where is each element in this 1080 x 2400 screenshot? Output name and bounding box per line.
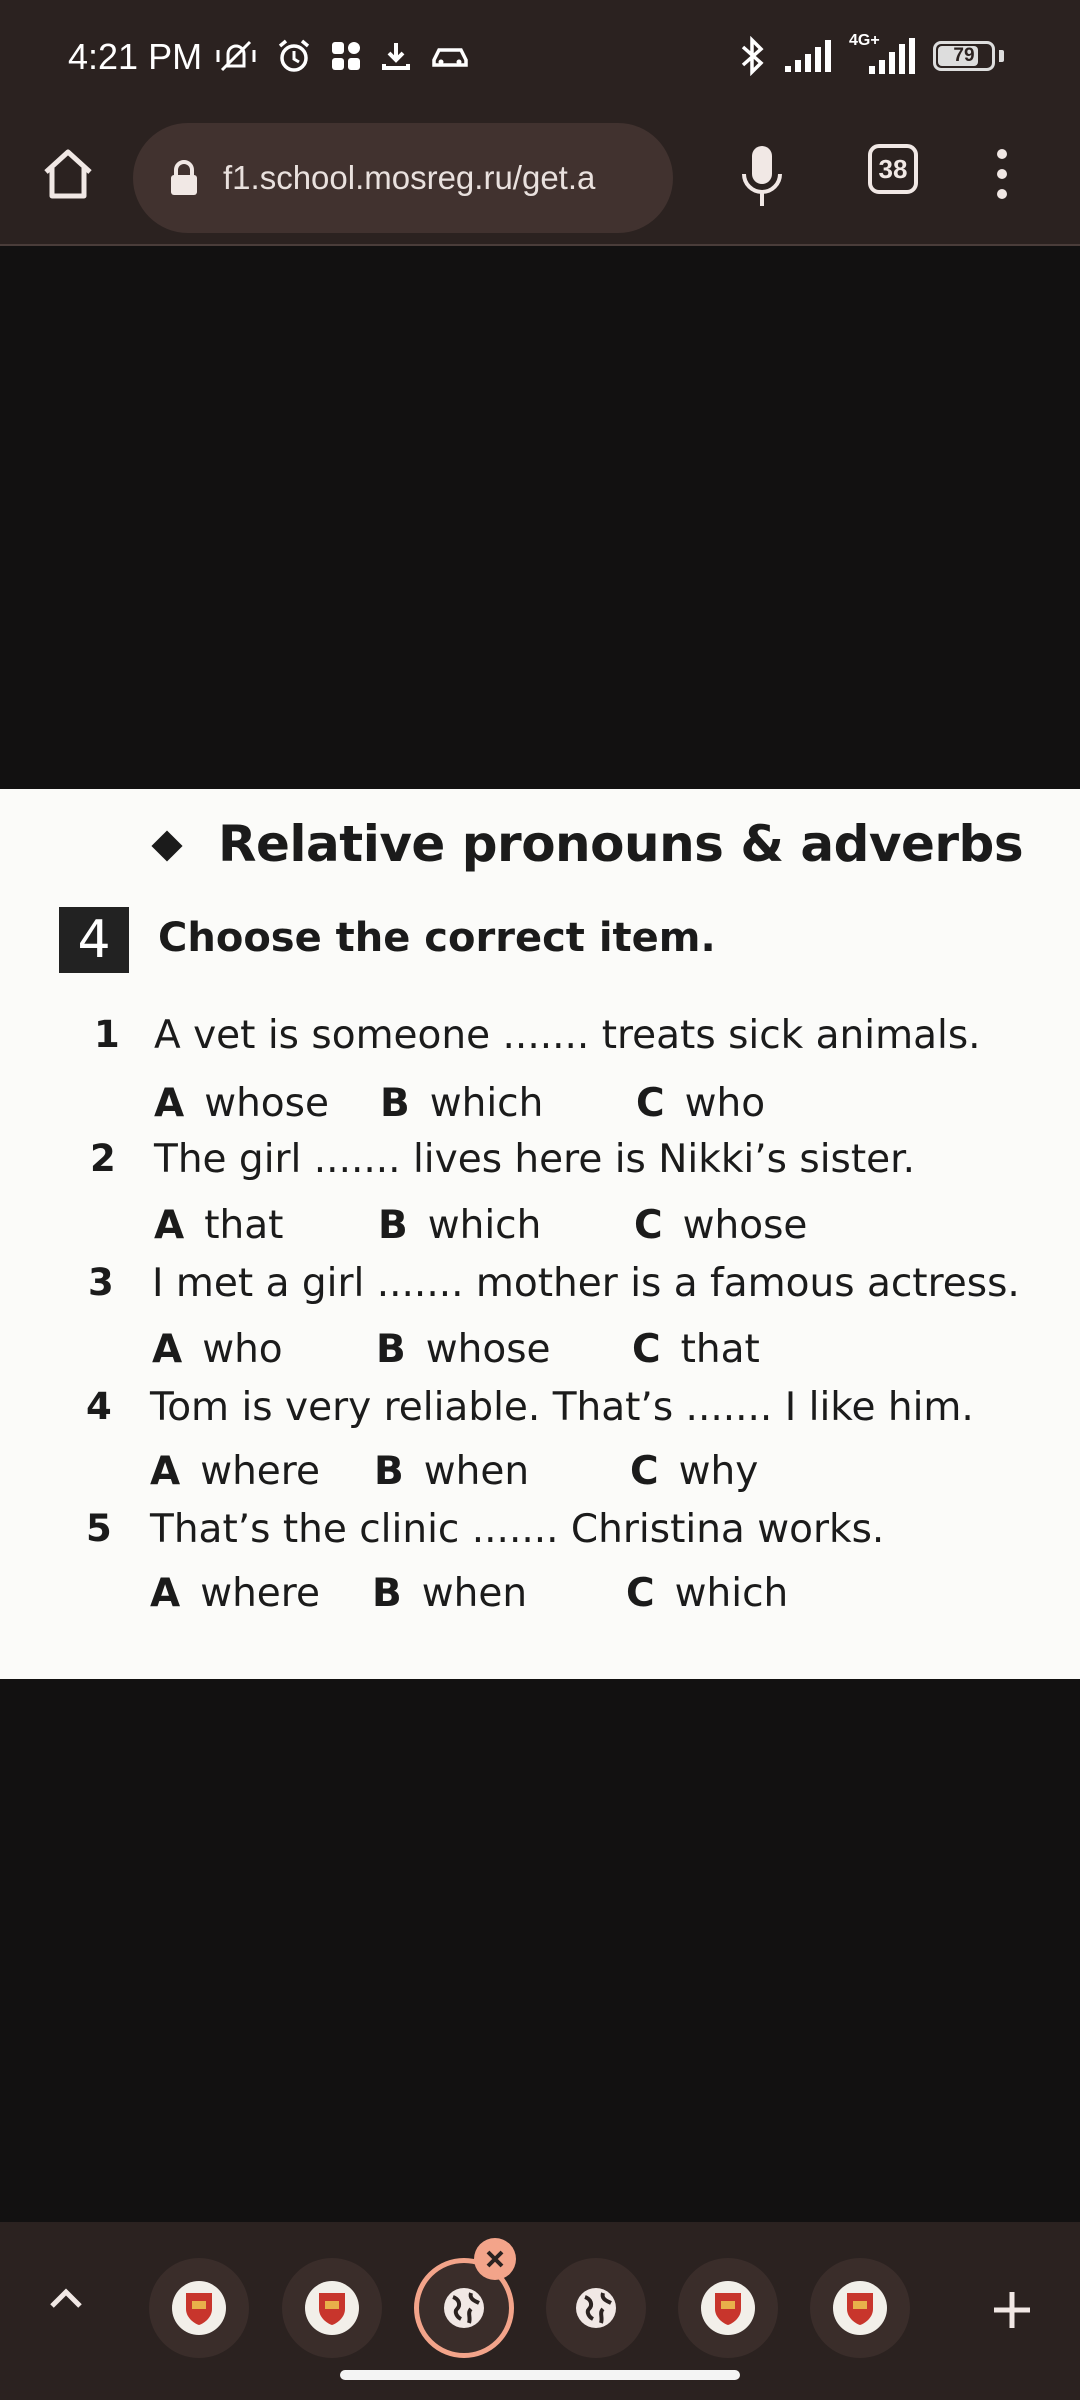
option-c	[634, 1203, 807, 1248]
close-tab-button[interactable]	[474, 2238, 516, 2280]
option-b	[380, 1081, 543, 1126]
question-text: I met a girl ....... mother is a famous actress.	[152, 1261, 1020, 1306]
status-icons-left	[214, 38, 470, 74]
home-icon[interactable]	[36, 142, 100, 206]
question-number: 4	[86, 1385, 112, 1428]
option-a	[154, 1203, 283, 1248]
option-b	[376, 1327, 551, 1372]
emblem-icon	[833, 2281, 887, 2335]
option-letter: B	[374, 1449, 404, 1494]
option-text: that	[680, 1327, 760, 1372]
option-text: whose	[204, 1081, 329, 1126]
option-letter: A	[154, 1203, 185, 1248]
option-letter: C	[630, 1449, 659, 1494]
chevron-up-icon[interactable]	[46, 2282, 86, 2312]
4g-signal-icon	[849, 36, 915, 76]
bluetooth-icon	[739, 36, 765, 76]
muted-vibrate-icon	[214, 38, 258, 74]
status-time: 4:21 PM	[68, 36, 203, 77]
url-text[interactable]: f1.school.mosreg.ru/get.a	[223, 159, 596, 196]
option-c	[632, 1327, 760, 1372]
download-icon	[380, 40, 412, 72]
option-text: who	[202, 1327, 283, 1372]
globe-icon	[439, 2283, 489, 2333]
option-b	[372, 1571, 527, 1616]
option-a	[154, 1081, 329, 1126]
battery-cap	[999, 50, 1004, 62]
tab-thumbnail[interactable]	[678, 2258, 778, 2358]
tab-thumbnail[interactable]	[546, 2258, 646, 2358]
more-options-icon[interactable]	[990, 144, 1014, 204]
option-a	[150, 1571, 320, 1616]
option-letter: A	[150, 1449, 181, 1494]
option-letter: C	[632, 1327, 661, 1372]
option-letter: A	[150, 1571, 181, 1616]
option-c	[626, 1571, 788, 1616]
option-letter: A	[152, 1327, 183, 1372]
tab-count: 38	[878, 153, 908, 184]
option-text: which	[427, 1203, 542, 1248]
browser-toolbar	[0, 112, 1080, 246]
question-number: 1	[94, 1013, 120, 1056]
option-text: which	[674, 1571, 789, 1616]
option-text: whose	[425, 1327, 551, 1372]
option-c	[630, 1449, 758, 1494]
alarm-icon	[276, 38, 312, 74]
option-letter: C	[634, 1203, 663, 1248]
emblem-icon	[701, 2281, 755, 2335]
question-text: The girl ....... lives here is Nikki’s sister.	[154, 1137, 915, 1182]
question-number: 3	[88, 1261, 114, 1304]
app-grid-icon	[330, 40, 362, 72]
status-bar	[0, 0, 1080, 112]
new-tab-icon[interactable]	[990, 2288, 1034, 2332]
option-a	[150, 1449, 320, 1494]
network-label: 4G+	[849, 32, 880, 49]
option-text: when	[423, 1449, 530, 1494]
tab-thumbnail[interactable]	[810, 2258, 910, 2358]
question-text: A vet is someone ....... treats sick animals.	[154, 1013, 981, 1058]
signal-icon	[783, 38, 831, 74]
status-icons-right	[739, 32, 1004, 76]
lock-icon[interactable]	[169, 160, 199, 196]
exercise-number: 4	[59, 907, 129, 973]
globe-icon	[571, 2283, 621, 2333]
option-text: why	[678, 1449, 759, 1494]
option-letter: A	[154, 1081, 185, 1126]
option-text: that	[204, 1203, 284, 1248]
option-text: where	[200, 1449, 320, 1494]
option-text: when	[421, 1571, 528, 1616]
emblem-icon	[305, 2281, 359, 2335]
option-letter: B	[378, 1203, 408, 1248]
option-letter: C	[636, 1081, 665, 1126]
close-icon	[484, 2248, 506, 2270]
option-letter: C	[626, 1571, 655, 1616]
section-title: Relative pronouns & adverbs	[218, 815, 1024, 873]
url-bar-container	[133, 112, 673, 244]
option-text: whose	[682, 1203, 808, 1248]
option-letter: B	[376, 1327, 406, 1372]
microphone-icon[interactable]	[738, 142, 786, 212]
option-b	[374, 1449, 529, 1494]
option-letter: B	[380, 1081, 410, 1126]
question-number: 5	[86, 1507, 112, 1550]
tab-switcher-button[interactable]	[868, 144, 918, 194]
gesture-home-indicator[interactable]	[340, 2370, 740, 2380]
4g-signal	[849, 32, 915, 76]
option-b	[378, 1203, 541, 1248]
option-text: where	[200, 1571, 320, 1616]
battery-level: 79	[953, 45, 975, 66]
exercise-instruction: Choose the correct item.	[158, 915, 716, 961]
option-text: which	[429, 1081, 544, 1126]
option-c	[636, 1081, 765, 1126]
question-number: 2	[90, 1137, 116, 1180]
tab-thumbnail[interactable]	[282, 2258, 382, 2358]
url-bar[interactable]	[133, 123, 673, 233]
exercise-image	[0, 789, 1080, 1679]
option-a	[152, 1327, 283, 1372]
option-text: who	[684, 1081, 766, 1126]
question-text: That’s the clinic ....... Christina works.	[150, 1507, 885, 1552]
emblem-icon	[172, 2281, 226, 2335]
car-icon	[430, 42, 470, 70]
battery-indicator	[933, 41, 995, 71]
option-letter: B	[372, 1571, 402, 1616]
question-text: Tom is very reliable. That’s ....... I like him.	[150, 1385, 974, 1430]
tab-thumbnail[interactable]	[149, 2258, 249, 2358]
diamond-bullet-icon	[151, 830, 182, 861]
